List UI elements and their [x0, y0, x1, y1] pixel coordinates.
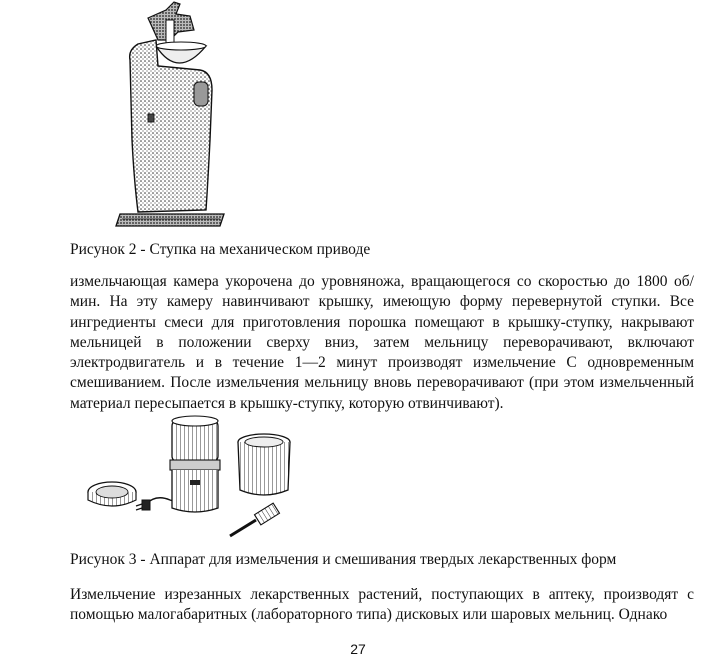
page-number: 27 [350, 641, 366, 657]
figure-2-image [108, 0, 228, 232]
figure-3-image [80, 412, 300, 547]
figure-2-caption: Рисунок 2 - Ступка на механическом приводе [70, 241, 371, 258]
body-paragraph-1: измельчающая камера укорочена до уровняножа, вращающегося со скоростью до 1800 об/мин. На эту камеру навинчивают крышку, имеющую форму перевернутой ступки. Все ингредиенты смеси для приготовления порошка помещают в крышку-ступку, накрывают мельницей в положении сверху вниз, затем мельницу переворачивают, включают электродвигатель и в течение 1—2 минут производят измельчение С одновременным смешиванием. После измельчения мельницу вновь переворачивают (при этом измельченный материал пересыпается в крышку-ступку, которую отвинчивают). [70, 273, 694, 412]
figure-3-caption: Рисунок 3 - Аппарат для измельчения и смешивания твердых лекарственных форм [70, 551, 617, 568]
body-paragraph-2: Измельчение изрезанных лекарственных растений, поступающих в аптеку, производят с помощью малогабаритных (лабораторного типа) дисковых или шаровых мельниц. Однако [70, 586, 694, 624]
